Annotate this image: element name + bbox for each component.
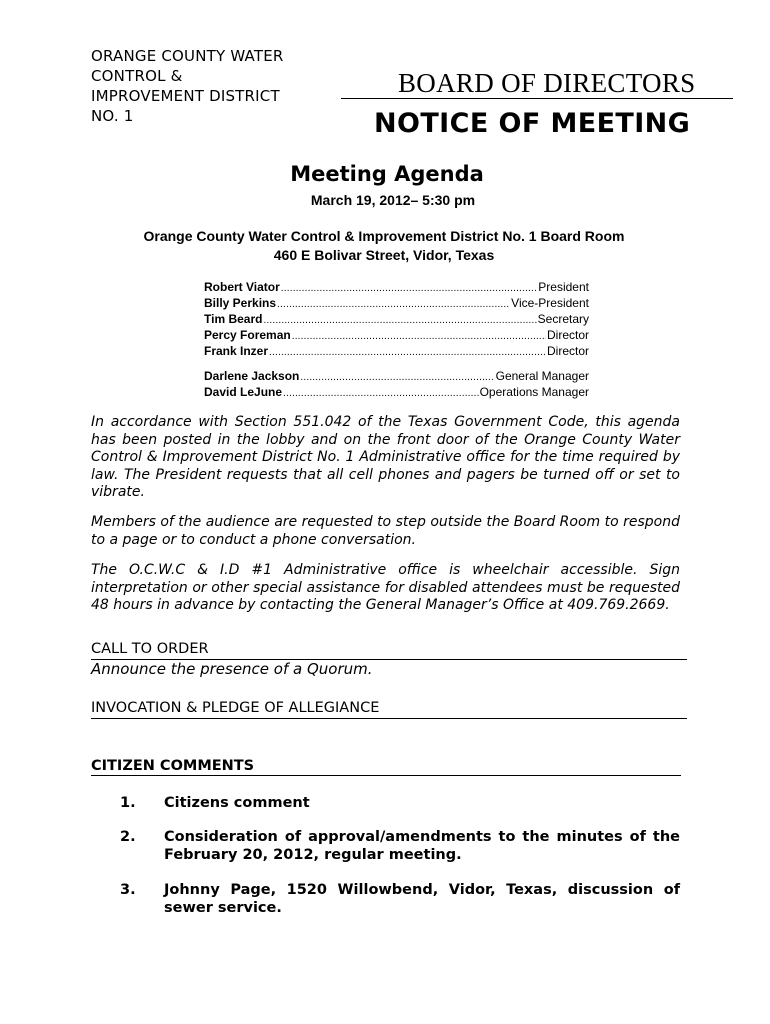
meeting-location	[0, 227, 770, 265]
citizen-comments-heading: CITIZEN COMMENTS	[91, 758, 255, 774]
posting-notice: In accordance with Section 551.042 of the Texas Government Code, this agenda has been posted in the lobby and on the front door of the Orange County Water Control & Improvement District No. 1 Administrative office for the time required by law. The President requests that all cell phones and pagers be turned off or set to vibrate.	[91, 414, 680, 500]
district-name-line: IMPROVEMENT DISTRICT	[91, 87, 280, 105]
member-role: Vice-President	[511, 296, 589, 310]
member-name: Billy Perkins	[204, 296, 277, 310]
member-name: Percy Foreman	[204, 328, 291, 342]
agenda-item	[91, 828, 680, 864]
dot-leader	[283, 386, 479, 401]
board-heading: BOARD OF DIRECTORS	[398, 68, 696, 98]
roster-row	[204, 280, 589, 296]
roster-row	[204, 296, 589, 312]
invocation-heading: INVOCATION & PLEDGE OF ALLEGIANCE	[91, 700, 380, 716]
dot-leader	[281, 281, 538, 296]
item-number: 3.	[120, 882, 136, 898]
member-role: President	[538, 280, 589, 294]
meeting-date	[0, 192, 770, 208]
member-name: Frank Inzer	[204, 344, 269, 358]
board-members-list	[204, 280, 589, 360]
staff-role: General Manager	[495, 369, 589, 383]
staff-name: Darlene Jackson	[204, 369, 300, 383]
dot-leader	[277, 297, 510, 312]
agenda-title	[0, 162, 770, 186]
district-name-line: NO. 1	[91, 107, 134, 125]
roster-row	[204, 312, 589, 328]
item-number: 2.	[120, 829, 136, 845]
member-role: Director	[546, 344, 589, 358]
district-name-line: CONTROL &	[91, 67, 183, 85]
member-name: Robert Viator	[204, 280, 280, 294]
audience-notice: Members of the audience are requested to step outside the Board Room to respond to a page or to conduct a phone conversation.	[91, 514, 680, 548]
staff-role: Operations Manager	[479, 385, 589, 399]
call-to-order-heading: CALL TO ORDER	[91, 641, 209, 657]
section-rule	[91, 718, 687, 719]
staff-list	[204, 369, 589, 401]
dot-leader	[292, 329, 546, 344]
agenda-title-text: Meeting Agenda	[290, 162, 484, 186]
item-text: Consideration of approval/amendments to the minutes of the February 20, 2012, regular meeting.	[164, 829, 680, 863]
item-number: 1.	[120, 795, 136, 811]
quorum-note: Announce the presence of a Quorum.	[91, 660, 373, 678]
agenda-item	[91, 794, 680, 812]
accessibility-notice: The O.C.W.C & I.D #1 Administrative office is wheelchair accessible. Sign interpretation or other special assistance for disabled attendees must be requested 48 hours in advance by contacting the General Manager’s Office at 409.769.2669.	[91, 562, 680, 613]
notice-heading: NOTICE OF MEETING	[374, 108, 691, 139]
header-divider	[341, 98, 733, 99]
staff-name: David LeJune	[204, 385, 283, 399]
dot-leader	[263, 313, 536, 328]
meeting-room: Orange County Water Control & Improvement District No. 1 Board Room	[143, 228, 625, 244]
meeting-address: 460 E Bolivar Street, Vidor, Texas	[273, 247, 495, 263]
member-role: Secretary	[537, 312, 589, 326]
meeting-date-text: March 19, 2012– 5:30 pm	[310, 192, 476, 208]
roster-row	[204, 369, 589, 385]
roster-row	[204, 344, 589, 360]
member-role: Director	[546, 328, 589, 342]
dot-leader	[269, 345, 546, 360]
roster-row	[204, 385, 589, 401]
roster-row	[204, 328, 589, 344]
item-text: Johnny Page, 1520 Willowbend, Vidor, Texas, discussion of sewer service.	[164, 882, 680, 916]
agenda-item	[91, 881, 680, 917]
dot-leader	[300, 370, 494, 385]
district-name-line: ORANGE COUNTY WATER	[91, 47, 284, 65]
member-name: Tim Beard	[204, 312, 263, 326]
district-name	[91, 46, 331, 126]
item-text: Citizens comment	[164, 795, 310, 811]
section-rule	[91, 775, 681, 776]
